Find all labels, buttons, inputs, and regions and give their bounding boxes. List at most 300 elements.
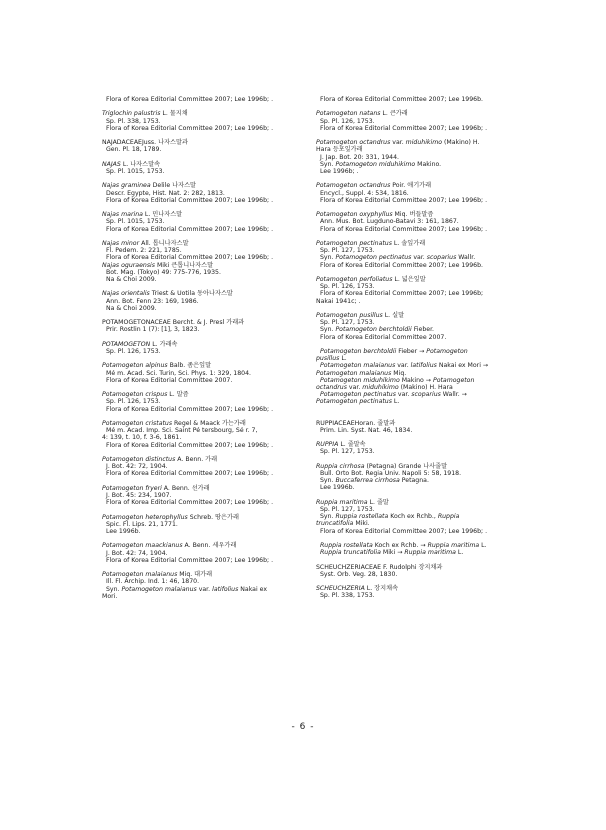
taxon-name: Potamogeton miduhikimo	[335, 160, 416, 168]
taxon-name: latifolius	[410, 362, 437, 370]
bibliography-entry	[102, 420, 307, 449]
entry-text: Encycl., Suppl. 4: 534, 1816.	[320, 189, 409, 197]
entry-text: Flora of Korea Editorial Committee 2007.	[320, 333, 447, 341]
taxon-name: Potamogeton pusillus	[316, 311, 383, 319]
entry-text: Mé m. Acad. Imp. Sci. Saint Pé tersbourg, Sé r. 7,	[106, 427, 258, 435]
entry-text: Flora of Korea Editorial Committee 2007; Lee 1996b; .	[320, 225, 488, 233]
entry-line	[316, 197, 516, 204]
entry-line	[316, 463, 516, 470]
bibliography-entry	[102, 96, 307, 103]
entry-line	[316, 168, 516, 175]
taxon-name: Potamogeton crispus	[102, 391, 168, 399]
entry-text: L. 솔잎가래	[391, 239, 426, 247]
entry-line	[102, 269, 307, 276]
taxon-name: Ruppia truncatifolia	[320, 549, 381, 557]
entry-line	[102, 218, 307, 225]
taxon-name: SCHEUCHZERIA	[316, 585, 365, 593]
entry-text: J. Jap. Bot. 20: 331, 1944.	[320, 153, 400, 161]
entry-text: Sp. Pl. 1015, 1753.	[106, 218, 165, 226]
entry-text: var.	[411, 254, 427, 262]
entry-line	[102, 542, 307, 549]
bibliography-entry	[102, 319, 307, 333]
entry-line	[102, 492, 307, 499]
entry-text: Syn.	[320, 254, 336, 262]
taxon-name: Ruppia	[437, 513, 460, 521]
bibliography-entry	[102, 110, 307, 132]
taxon-name: octandrus	[316, 384, 347, 391]
entry-line	[316, 218, 516, 225]
entry-text: Syn.	[320, 477, 336, 485]
entry-line	[316, 190, 516, 197]
taxon-name: Potamogeton malaianus	[121, 585, 197, 593]
taxon-name: Potamogeton octandrus	[316, 182, 391, 190]
entry-text: Sp. Pl. 127, 1753.	[320, 506, 375, 513]
bibliography-entry	[316, 499, 516, 535]
entry-line	[316, 477, 516, 484]
bibliography-entry	[102, 514, 307, 536]
entry-line	[102, 485, 307, 492]
entry-line	[102, 391, 307, 398]
entry-line	[316, 211, 516, 218]
entry-line	[102, 96, 307, 103]
entry-text: Wallr.	[456, 254, 476, 262]
bibliography-entry	[102, 161, 307, 175]
entry-text: Sp. Pl. 127, 1753.	[320, 247, 375, 255]
entry-text: Miq. 대가래	[177, 571, 213, 579]
entry-line	[316, 96, 516, 103]
taxon-name: Potamogeton alpinus	[102, 362, 168, 370]
entry-text: J. Bot. 45: 234, 1907.	[106, 491, 172, 499]
entry-text: var.	[390, 139, 406, 147]
entry-text: Mori.	[102, 592, 118, 600]
entry-line	[316, 470, 516, 477]
entry-text: Fieber.	[411, 326, 435, 334]
taxon-name: Potamogeton perfoliatus	[316, 275, 393, 283]
entry-line	[102, 125, 307, 132]
bibliography-entry	[316, 542, 516, 556]
entry-text: A. Benn. 선가래	[161, 484, 210, 492]
entry-line	[102, 398, 307, 405]
entry-line	[102, 110, 307, 117]
entry-text: Spic. Fl. Lips. 21, 1771.	[106, 520, 178, 528]
bibliography-entry	[316, 585, 516, 599]
entry-line	[316, 448, 516, 455]
entry-line	[102, 341, 307, 348]
entry-line	[102, 427, 307, 434]
entry-line	[316, 298, 516, 305]
taxon-name: truncatifolia	[316, 520, 354, 528]
taxon-name: Najas marina	[102, 211, 143, 219]
taxon-name: Ruppia maritima	[404, 549, 456, 557]
entry-text: Balb. 좀은잎말	[167, 362, 212, 370]
bibliography-entry	[102, 290, 307, 312]
entry-line	[102, 319, 307, 326]
bibliography-entry	[316, 211, 516, 233]
entry-line	[316, 528, 516, 535]
entry-text: var.	[346, 384, 363, 391]
entry-text: A. Benn. 가래	[175, 455, 218, 463]
entry-text: Miq. 버들말즘	[392, 211, 434, 219]
entry-text: Bull. Orto Bot. Regia Univ. Napoli 5: 58, 1918.	[320, 470, 462, 477]
entry-line	[102, 521, 307, 528]
entry-line	[316, 499, 516, 506]
taxon-name: Ruppia rostellata	[320, 542, 373, 549]
taxon-name: Potamogeton oxyphyllus	[316, 211, 393, 219]
entry-text: Syn.	[320, 326, 336, 334]
taxon-name: Ruppia cirrhosa	[316, 462, 365, 470]
taxon-name: miduhikimo	[362, 384, 399, 391]
bibliography-entry	[102, 456, 307, 478]
bibliography-entry	[102, 542, 307, 564]
taxon-name: Potamogeton cristatus	[102, 419, 173, 427]
bibliography-entry	[316, 348, 516, 406]
taxon-name: Potamogeton fryeri	[102, 484, 162, 492]
entry-line	[102, 305, 307, 312]
entry-text: L. 장지채속	[364, 585, 399, 593]
entry-text: Wallr. →	[440, 391, 467, 399]
taxon-name: scoparius	[426, 254, 457, 262]
entry-line	[316, 362, 516, 369]
taxon-name: Ruppia maritima	[427, 542, 480, 549]
taxon-name: Potamogeton pectinatus	[316, 239, 392, 247]
taxon-name: scoparius	[411, 391, 441, 399]
entry-line	[316, 520, 516, 527]
entry-text: Ann. Bot. Fenn 23: 169, 1986.	[106, 297, 199, 305]
taxon-name: Ruppia rostellata	[335, 513, 389, 521]
entry-text: Flora of Korea Editorial Committee 2007.	[106, 376, 233, 384]
page-number: - 6 -	[291, 722, 315, 732]
entry-line	[316, 398, 516, 405]
entry-line	[316, 564, 516, 571]
taxon-name: Potamogeton	[426, 347, 468, 355]
entry-line	[102, 463, 307, 470]
entry-line	[102, 456, 307, 463]
entry-line	[316, 484, 516, 491]
bibliography-entry	[102, 341, 307, 355]
taxon-name: Najas orientalis	[102, 290, 150, 298]
entry-text: Koch ex Rchb. →	[372, 542, 428, 549]
bibliography-entry	[316, 110, 516, 132]
entry-text: Prir. Rostlin 1 (7): [1], 3, 1823.	[106, 326, 200, 334]
bibliography-entry	[102, 139, 307, 153]
entry-text: Lee 1996b.	[106, 527, 141, 535]
entry-text: Schreb. 땅은가래	[187, 513, 239, 521]
entry-text: NAJADACEAEJuss. 나자스말과	[102, 139, 188, 147]
entry-line	[316, 146, 516, 153]
entry-line	[316, 154, 516, 161]
entry-line	[102, 197, 307, 204]
entry-text: (Petagna) Grande 나사줄말	[364, 462, 448, 470]
bibliography-entry	[316, 182, 516, 204]
entry-text: (Makino) H. Hara	[398, 384, 453, 391]
entry-line	[102, 550, 307, 557]
bibliography-entry	[316, 441, 516, 455]
entry-text: Gen. Pl. 18, 1789.	[106, 146, 162, 154]
entry-text: Flora of Korea Editorial Committee 2007; Lee 1996b; .	[106, 499, 274, 507]
entry-text: Flora of Korea Editorial Committee 2007; Lee 1996b; .	[106, 405, 274, 413]
taxon-name: Potamogeton pectinatus	[335, 254, 412, 262]
entry-line	[102, 240, 307, 247]
entry-text: Flora of Korea Editorial Committee 2007; Lee 1996b; .	[106, 96, 274, 103]
entry-text: Sp. Pl. 126, 1753.	[320, 283, 375, 291]
entry-text: Prim. Lin. Syst. Nat. 46, 1834.	[320, 426, 413, 434]
entry-text: A. Benn. 세우가래	[182, 542, 237, 550]
entry-text: L. 나자스말속	[120, 160, 161, 168]
entry-line	[102, 514, 307, 521]
entry-text: Flora of Korea Editorial Committee 2007; Lee 1996b; .	[320, 196, 488, 204]
entry-text: Nakai 1941c; .	[316, 297, 361, 305]
entry-text: L. 넓은잎말	[392, 275, 426, 283]
entry-text: Sp. Pl. 127, 1753.	[320, 319, 375, 327]
taxon-name: Potamogeton malaianus	[316, 369, 392, 377]
entry-line	[102, 557, 307, 564]
taxon-name: Potamogeton heterophyllus	[102, 513, 188, 521]
entry-text: Syn.	[320, 513, 336, 521]
bibliography-entry	[102, 391, 307, 413]
entry-line	[316, 441, 516, 448]
entry-line	[316, 326, 516, 333]
entry-text: var.	[395, 362, 411, 370]
entry-line	[102, 578, 307, 585]
entry-line	[316, 125, 516, 132]
entry-line	[316, 348, 516, 355]
taxon-name: Potamogeton berchtoldii	[320, 347, 397, 355]
entry-text: Na & Choi 2009.	[106, 275, 157, 283]
entry-line	[102, 370, 307, 377]
entry-text: Makino →	[399, 376, 433, 384]
entry-line	[102, 470, 307, 477]
entry-line	[316, 118, 516, 125]
entry-line	[316, 585, 516, 592]
taxon-name: Najas graminea	[102, 182, 151, 190]
taxon-name: Triglochin palustris	[102, 110, 161, 118]
entry-line	[102, 118, 307, 125]
entry-text: J. Bot. 42: 72, 1904.	[106, 463, 168, 471]
entry-text: L.	[339, 355, 347, 363]
entry-text: L.	[479, 542, 487, 549]
bibliography-entry	[102, 211, 307, 233]
entry-text: 4: 139, t. 10, f. 3-6, 1861.	[102, 434, 182, 442]
entry-line	[102, 262, 307, 269]
entry-line	[102, 593, 307, 600]
entry-text: Fieber →	[396, 347, 427, 355]
entry-line	[316, 110, 516, 117]
bibliography-entry	[316, 96, 516, 103]
entry-text: Miki.	[353, 520, 370, 528]
entry-text: Nakai ex	[238, 585, 268, 593]
bibliography-entry	[102, 485, 307, 507]
entry-text: Flora of Korea Editorial Committee 2007; Lee 1996b; .	[106, 470, 274, 478]
entry-text: L.	[391, 398, 400, 406]
entry-text: SCHEUCHZERIACEAE F. Rudolphi 장지채과	[316, 563, 443, 571]
entry-text: POTAMOGETONACEAE Bercht. & J. Presl 가래과	[102, 319, 245, 327]
entry-text: Flora of Korea Editorial Committee 2007; Lee 1996b; .	[106, 124, 274, 132]
entry-line	[316, 420, 516, 427]
entry-line	[102, 528, 307, 535]
entry-text: Flora of Korea Editorial Committee 2007; Lee 1996b; .	[106, 225, 274, 233]
entry-text: Sp. Pl. 126, 1753.	[320, 117, 375, 125]
entry-text: Lee 1996b; .	[320, 168, 359, 175]
entry-line	[102, 247, 307, 254]
bibliography-entry	[316, 564, 516, 578]
entry-text: var.	[395, 391, 412, 399]
entry-text: L. 말즘	[167, 391, 189, 399]
entry-text: Petagna.	[399, 477, 429, 485]
entry-line	[102, 290, 307, 297]
entry-line	[102, 499, 307, 506]
bibliography-entry	[102, 362, 307, 384]
bibliography-entry	[102, 182, 307, 204]
entry-text: All. 톱니나자스말	[139, 239, 189, 247]
entry-text: Sp. Pl. 126, 1753.	[106, 347, 161, 355]
entry-line	[316, 334, 516, 341]
taxon-name: Najas minor	[102, 239, 140, 247]
entry-text: Miki 큰톱니나자스말	[155, 261, 214, 269]
taxon-name: Potamogeton malaianus	[102, 571, 178, 579]
entry-text: Flora of Korea Editorial Committee 2007; Lee 1996b; .	[106, 196, 274, 204]
entry-line	[316, 290, 516, 297]
bibliography-entry	[316, 276, 516, 305]
taxon-name: Potamogeton natans	[316, 110, 381, 118]
entry-line	[102, 298, 307, 305]
entry-line	[102, 362, 307, 369]
entry-text: L. 민나자스말	[142, 211, 183, 219]
entry-text: Nakai ex Mori →	[436, 362, 489, 370]
entry-line	[102, 254, 307, 261]
entry-text: Makino.	[415, 160, 442, 168]
taxon-name: Najas oguraensis	[102, 261, 155, 269]
entry-text: Flora of Korea Editorial Committee 2007; Lee 1996b; .	[320, 527, 488, 535]
entry-line	[102, 276, 307, 283]
entry-line	[102, 571, 307, 578]
entry-text: Miki →	[380, 549, 405, 557]
bibliography-entry	[316, 240, 516, 269]
entry-line	[102, 190, 307, 197]
entry-line	[102, 168, 307, 175]
entry-text: L.	[455, 549, 464, 557]
entry-line	[316, 549, 516, 556]
entry-text: Sp. Pl. 126, 1753.	[106, 398, 161, 406]
taxon-name: Potamogeton pectinatus	[316, 398, 392, 406]
entry-line	[102, 586, 307, 593]
entry-text: Flora of Korea Editorial Committee 2007; Lee 1996b.	[320, 96, 483, 103]
entry-text: RUPPIACEAEHoran. 줄말과	[316, 419, 396, 427]
entry-text: Syst. Orb. Veg. 28, 1830.	[320, 570, 398, 578]
entry-text: Poir. 애기가래	[390, 182, 432, 190]
taxon-name: Ruppia maritima	[316, 498, 368, 506]
taxon-name: Potamogeton malaianus	[320, 362, 396, 370]
bibliography-entry	[102, 240, 307, 283]
entry-line	[316, 262, 516, 269]
entry-line	[316, 283, 516, 290]
entry-line	[102, 211, 307, 218]
entry-text: Fl. Pedem. 2: 221, 1785.	[106, 247, 182, 255]
taxon-name: miduhikimo	[405, 139, 443, 147]
entry-text: Koch ex Rchb.,	[388, 513, 438, 521]
taxon-name: Potamogeton miduhikimo	[320, 376, 400, 384]
right-column	[316, 96, 516, 607]
entry-text: Flora of Korea Editorial Committee 2007; Lee 1996b;	[320, 290, 484, 298]
bibliography-entry	[316, 463, 516, 492]
entry-text: Hara 등포잎가래	[316, 146, 363, 154]
entry-line	[316, 240, 516, 247]
entry-text: L. 줄말	[367, 498, 389, 506]
entry-line	[316, 571, 516, 578]
entry-text: L. 큰가래	[380, 110, 408, 118]
taxon-name: POTAMOGETON	[102, 340, 151, 348]
entry-line	[316, 161, 516, 168]
entry-text: Bot. Mag. (Tokyo) 49: 775-776, 1935.	[106, 268, 221, 276]
taxon-name: latifolius	[212, 585, 239, 593]
entry-text: Sp. Pl. 1015, 1753.	[106, 167, 165, 175]
entry-text: var.	[196, 585, 213, 593]
entry-text: Syn.	[106, 585, 122, 593]
bibliography-entry	[316, 420, 516, 434]
entry-text: (Makino) H.	[442, 139, 480, 147]
bibliography-entry	[102, 571, 307, 600]
entry-line	[316, 370, 516, 377]
taxon-name: Potamogeton maackianus	[102, 542, 183, 550]
entry-text: J. Bot. 42: 74, 1904.	[106, 549, 168, 557]
entry-text: Delile 나자스말	[150, 182, 197, 190]
entry-line	[102, 406, 307, 413]
entry-line	[102, 161, 307, 168]
entry-text: Ill. Fl. Archip. Ind. 1: 46, 1870.	[106, 578, 200, 586]
entry-text: Descr. Egypte, Hist. Nat. 2: 282, 1813.	[106, 189, 225, 197]
entry-line	[102, 226, 307, 233]
taxon-name: Potamogeton	[432, 376, 475, 384]
entry-text: Flora of Korea Editorial Committee 2007; Lee 1996b; .	[106, 556, 274, 564]
entry-text: Triest & Uotila 동아나자스말	[149, 290, 233, 298]
entry-text: Flora of Korea Editorial Committee 2007; Lee 1996b.	[320, 261, 483, 269]
entry-line	[316, 254, 516, 261]
entry-line	[316, 182, 516, 189]
entry-text: Sp. Pl. 338, 1753.	[320, 592, 375, 600]
entry-text: L. 실말	[382, 311, 405, 319]
entry-text: Mé m. Acad. Sci. Turin, Sci. Phys. 1: 329, 1804.	[106, 369, 252, 377]
taxon-name: RUPPIA	[316, 441, 339, 449]
entry-line	[102, 182, 307, 189]
entry-text: Flora of Korea Editorial Committee 2007; Lee 1996b; .	[106, 254, 274, 262]
bibliography-entry	[316, 139, 516, 175]
entry-text: Regel & Maack 가는가래	[172, 419, 246, 427]
entry-line	[102, 146, 307, 153]
taxon-name: NAJAS	[102, 160, 121, 168]
entry-text: Miq.	[391, 369, 407, 377]
taxon-name: Potamogeton distinctus	[102, 455, 176, 463]
bibliography-entry	[316, 312, 516, 341]
entry-line	[316, 592, 516, 599]
taxon-name: Potamogeton octandrus	[316, 139, 391, 147]
entry-line	[102, 139, 307, 146]
entry-line	[102, 434, 307, 441]
entry-text: Syn.	[320, 160, 336, 168]
entry-text: Flora of Korea Editorial Committee 2007; Lee 1996b; .	[106, 441, 274, 449]
taxon-name: pusillus	[316, 355, 340, 363]
entry-text: Na & Choi 2009.	[106, 304, 157, 312]
entry-line	[316, 427, 516, 434]
entry-line	[102, 326, 307, 333]
taxon-name: Buccaferrea cirrhosa	[335, 477, 400, 485]
entry-line	[102, 348, 307, 355]
entry-line	[102, 442, 307, 449]
entry-text: L. 가래속	[150, 340, 178, 348]
entry-line	[102, 377, 307, 384]
entry-text: Flora of Korea Editorial Committee 2007; Lee 1996b; .	[320, 124, 488, 132]
taxon-name: Potamogeton berchtoldii	[335, 326, 412, 334]
entry-line	[316, 226, 516, 233]
entry-line	[316, 276, 516, 283]
